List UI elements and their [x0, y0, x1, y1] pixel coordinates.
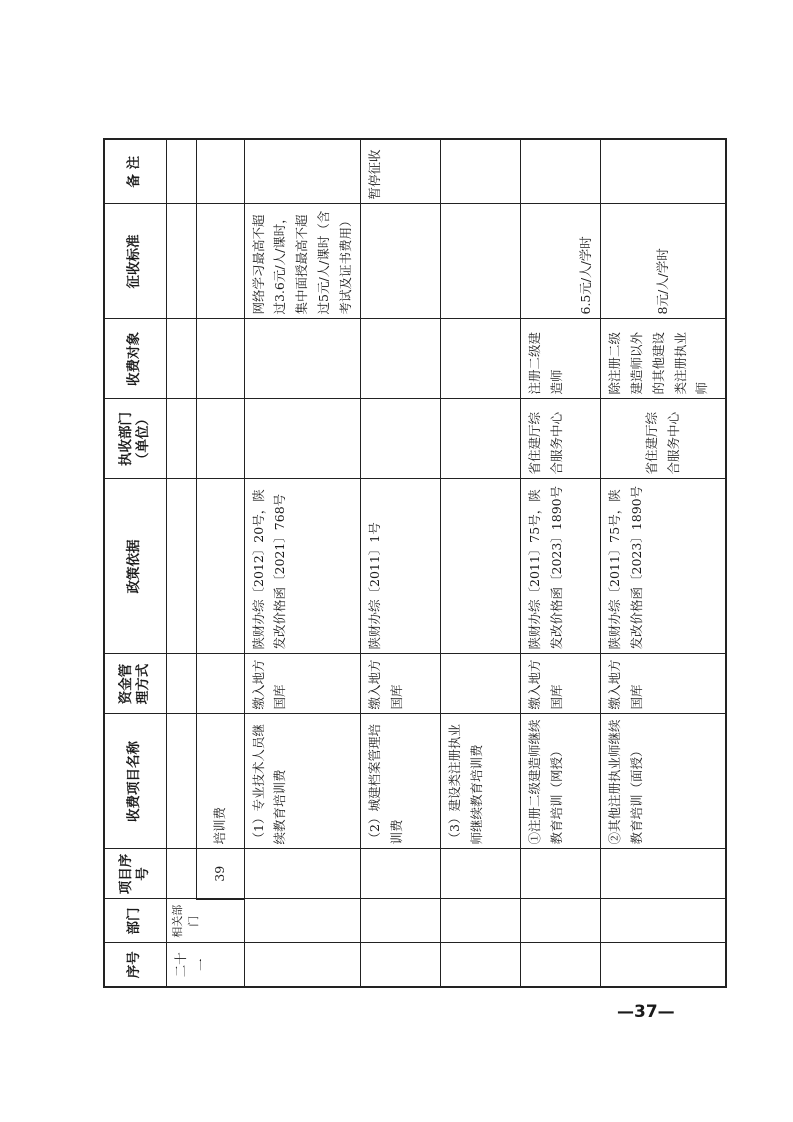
- fee-standard: [360, 204, 440, 319]
- item-seq: [360, 849, 440, 899]
- landscape-page: [103, 140, 710, 988]
- remark: [600, 139, 726, 204]
- remark: [244, 139, 360, 204]
- group-dept: 相关部门: [166, 899, 244, 943]
- remark: [166, 139, 196, 204]
- fee-standard: 6.5元/人/学时: [520, 204, 600, 319]
- item-seq: 39: [196, 849, 244, 899]
- fee-standard: 8元/人/学时: [600, 204, 726, 319]
- item-name: （2）城建档案管理培训费: [360, 714, 440, 849]
- collecting-unit: [166, 399, 196, 479]
- item-name: ②其他注册执业师继续教育培训（面授）: [600, 714, 726, 849]
- item-seq: [440, 849, 520, 899]
- table-row: [166, 139, 196, 987]
- item-seq: [244, 849, 360, 899]
- policy-basis: [440, 479, 520, 654]
- table-row: [244, 139, 360, 987]
- item-seq: [166, 849, 196, 899]
- fee-target: [360, 319, 440, 399]
- collecting-unit: [440, 399, 520, 479]
- fund-mode: [196, 654, 244, 714]
- item-seq: [520, 849, 600, 899]
- header-dept: 部门: [104, 899, 166, 943]
- header-seq: 序号: [104, 943, 166, 987]
- group-dept-cell: [520, 899, 600, 943]
- header-unit: 执收部门（单位）: [104, 399, 166, 479]
- group-seq-cell: [520, 943, 600, 987]
- header-target: 收费对象: [104, 319, 166, 399]
- remark: [196, 139, 244, 204]
- table-row: [196, 139, 244, 987]
- group-seq-cell: [600, 943, 726, 987]
- fee-standard: [440, 204, 520, 319]
- fee-target: [244, 319, 360, 399]
- fund-mode: [440, 654, 520, 714]
- policy-basis: 陕财办综〔2011〕75号，陕发改价格函〔2023〕1890号: [520, 479, 600, 654]
- fee-target: [166, 319, 196, 399]
- fee-table: [103, 138, 727, 988]
- header-item-name: 收费项目名称: [104, 714, 166, 849]
- item-name: 培训费: [196, 714, 244, 849]
- header-item-seq: 项目序号: [104, 849, 166, 899]
- fee-target: 除注册二级建造师以外的其他建设类注册执业师: [600, 319, 726, 399]
- page-number: —37—: [617, 1002, 675, 1022]
- fee-standard: [166, 204, 196, 319]
- collecting-unit: 省住建厅综合服务中心: [520, 399, 600, 479]
- remark: 暂停征收: [360, 139, 440, 204]
- header-policy: 政策依据: [104, 479, 166, 654]
- group-dept-cell: [600, 899, 726, 943]
- collecting-unit: [196, 399, 244, 479]
- fund-mode: 缴入地方国库: [360, 654, 440, 714]
- fee-target: [440, 319, 520, 399]
- group-dept-cell: [360, 899, 440, 943]
- table-row: [440, 139, 520, 987]
- fee-standard: [196, 204, 244, 319]
- header-standard: 征收标准: [104, 204, 166, 319]
- item-seq: [600, 849, 726, 899]
- header-fund: 资金管理方式: [104, 654, 166, 714]
- collecting-unit: [360, 399, 440, 479]
- fund-mode: 缴入地方国库: [520, 654, 600, 714]
- item-name: （3）建设类注册执业师继续教育培训费: [440, 714, 520, 849]
- group-seq-cell: [440, 943, 520, 987]
- policy-basis: 陕财办综〔2011〕75号，陕发改价格函〔2023〕1890号: [600, 479, 726, 654]
- table-row: [600, 139, 726, 987]
- policy-basis: [166, 479, 196, 654]
- group-dept-cell: [244, 899, 360, 943]
- header-row: [104, 139, 166, 987]
- remark: [440, 139, 520, 204]
- table-row: [520, 139, 600, 987]
- policy-basis: 陕财办综〔2012〕20号，陕发改价格函〔2021〕768号: [244, 479, 360, 654]
- fund-mode: 缴入地方国库: [600, 654, 726, 714]
- collecting-unit: [244, 399, 360, 479]
- group-seq: 二十一: [166, 943, 244, 987]
- remark: [520, 139, 600, 204]
- item-name: （1）专业技术人员继续教育培训费: [244, 714, 360, 849]
- item-name: [166, 714, 196, 849]
- fund-mode: 缴入地方国库: [244, 654, 360, 714]
- collecting-unit: 省住建厅综合服务中心: [600, 399, 726, 479]
- policy-basis: [196, 479, 244, 654]
- header-remark: 备 注: [104, 139, 166, 204]
- fee-target: 注册二级建造师: [520, 319, 600, 399]
- rotated-table-region: [103, 140, 710, 988]
- item-name: ①注册二级建造师继续教育培训（网授）: [520, 714, 600, 849]
- fund-mode: [166, 654, 196, 714]
- fee-standard: 网络学习最高不超过3.6元/人/课时，集中面授最高不超过5元/人/课时（含考试及证书费用）: [244, 204, 360, 319]
- table-row: [360, 139, 440, 987]
- policy-basis: 陕财办综〔2011〕1号: [360, 479, 440, 654]
- group-dept-cell: [440, 899, 520, 943]
- fee-target: [196, 319, 244, 399]
- group-seq-cell: [360, 943, 440, 987]
- group-seq-cell: [244, 943, 360, 987]
